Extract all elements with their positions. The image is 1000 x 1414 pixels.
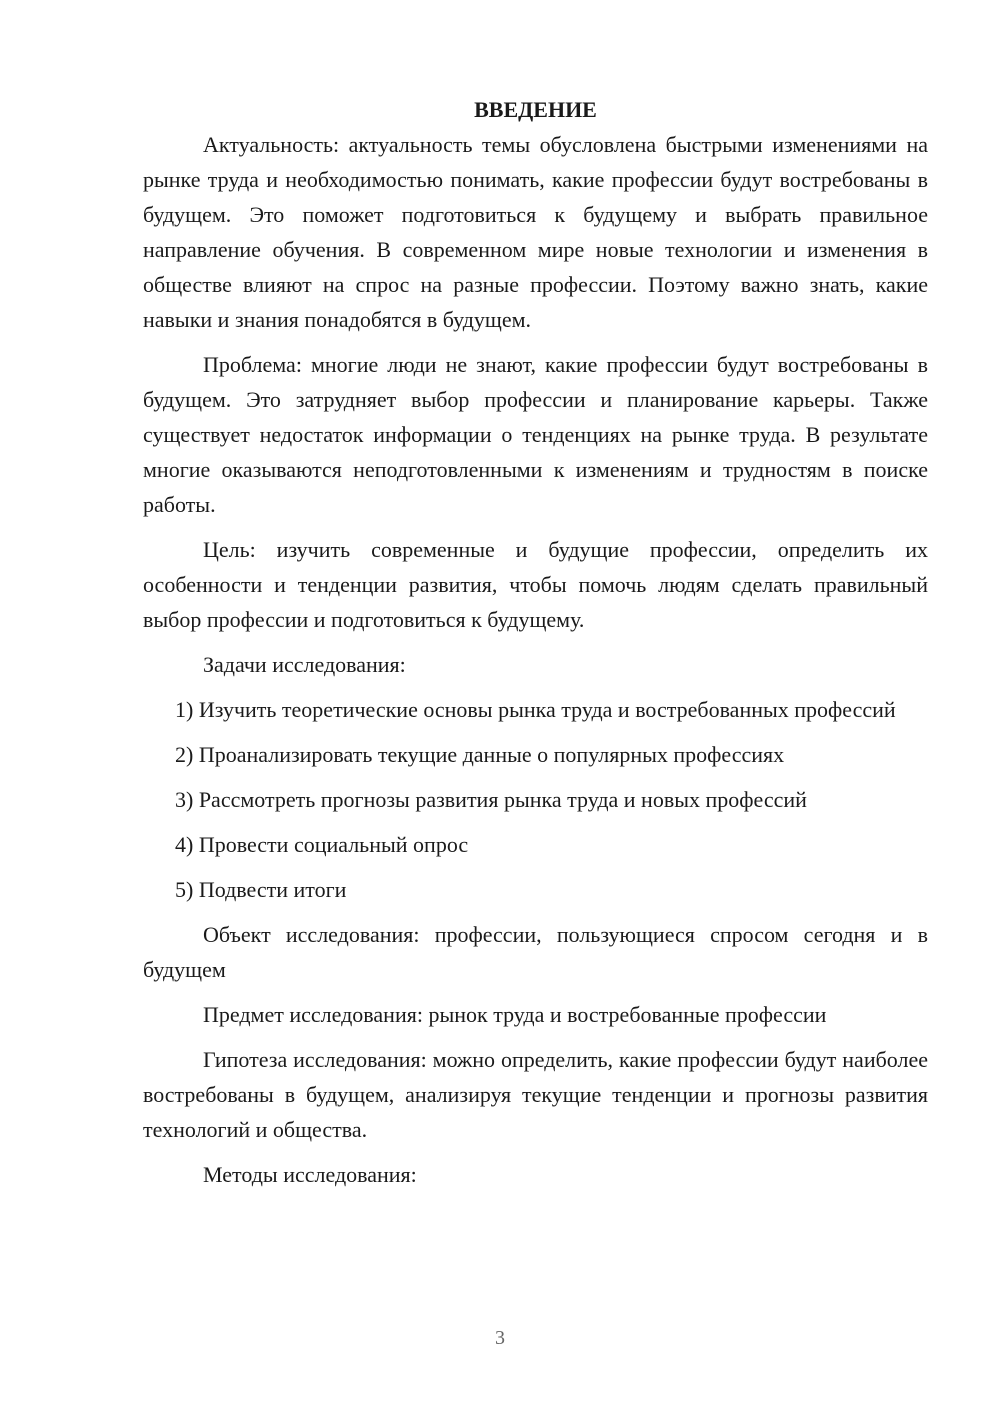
tasks-list <box>143 692 928 907</box>
list-item: 2) Проанализировать текущие данные о популярных профессиях <box>175 742 785 767</box>
object-paragraph: Объект исследования: профессии, пользующиеся спросом сегодня и в будущем <box>143 922 928 982</box>
problem-paragraph: Проблема: многие люди не знают, какие профессии будут востребованы в будущем. Это затрудняет выбор профессии и планирование карьеры. Также существует недостаток информации о тенденциях на рынке труда. В результате многие оказываются неподготовленными к изменениям и трудностям в поиске работы. <box>143 352 928 517</box>
document-page <box>143 92 928 1202</box>
list-item: 1) Изучить теоретические основы рынка труда и востребованных профессий <box>175 697 896 722</box>
hypothesis-paragraph: Гипотеза исследования: можно определить, какие профессии будут наиболее востребованы в будущем, анализируя текущие тенденции и прогнозы развития технологий и общества. <box>143 1047 928 1142</box>
page-number: 3 <box>495 1327 505 1349</box>
list-item: 3) Рассмотреть прогнозы развития рынка труда и новых профессий <box>175 787 807 812</box>
subject-paragraph: Предмет исследования: рынок труда и востребованные профессии <box>203 1002 827 1027</box>
section-title: ВВЕДЕНИЕ <box>474 97 597 122</box>
tasks-heading: Задачи исследования: <box>203 652 406 677</box>
goal-paragraph: Цель: изучить современные и будущие профессии, определить их особенности и тенденции развития, чтобы помочь людям сделать правильный выбор профессии и подготовиться к будущему. <box>143 537 928 632</box>
relevance-paragraph: Актуальность: актуальность темы обусловлена быстрыми изменениями на рынке труда и необходимостью понимать, какие профессии будут востребованы в будущем. Это поможет подготовиться к будущему и выбрать правильное направление обучения. В современном мире новые технологии и изменения в обществе влияют на спрос на разные профессии. Поэтому важно знать, какие навыки и знания понадобятся в будущем. <box>143 132 928 332</box>
list-item: 5) Подвести итоги <box>175 877 347 902</box>
methods-heading: Методы исследования: <box>203 1162 417 1187</box>
list-item: 4) Провести социальный опрос <box>175 832 469 857</box>
